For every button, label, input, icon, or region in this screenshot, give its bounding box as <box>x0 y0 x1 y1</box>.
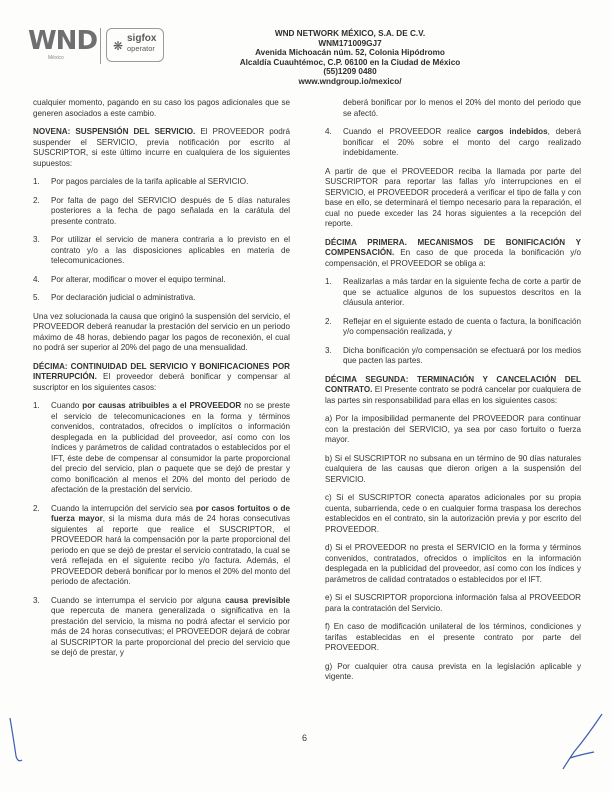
list-item <box>33 293 290 304</box>
list-number: 5. <box>33 293 40 302</box>
list-text: Realizarlas a más tardar en la siguiente fecha de corte a partir de que se actualice algunos de los supuestos descritos en la cláusula anterior. <box>343 277 581 307</box>
list-number: 3. <box>33 235 40 244</box>
letterhead <box>180 29 520 87</box>
list-text: Reflejar en el siguiente estado de cuenta o factura, la bonificación y/o compensación realizada, y <box>343 316 581 336</box>
clause-subitem: c) Si el SUSCRIPTOR conecta aparatos adicionales por su propia cuenta, subarrienda, cede o en cualquier forma traspasa los derechos establecidos en el contrato, sin la autorización previa y por escrito del PROVEEDOR. <box>325 493 581 534</box>
text-run: Cuando la interrupción del servicio sea <box>51 503 196 513</box>
sigfox-name: sigfox <box>127 33 157 44</box>
clause-text: El proveedor deberá bonificar y compensar al suscriptor en los siguientes casos: <box>33 372 290 392</box>
clause-subitem: e) Si el SUSCRIPTOR proporciona información falsa al PROVEEDOR para la contratación del Servicio. <box>325 593 581 613</box>
list-item <box>325 127 581 159</box>
list-text <box>51 504 290 588</box>
text-run-bold: causa previsible <box>225 595 290 605</box>
text-run: Cuando el PROVEEDOR realice <box>343 127 477 136</box>
clause-subitem: g) Por cualquier otra causa prevista en la legislación aplicable y vigente. <box>325 661 581 681</box>
list-text: Por falta de pago del SERVICIO después de 5 días naturales posteriores a la fecha de pago señalada en la carátula del presente contrato. <box>51 195 290 226</box>
logo-divider <box>100 28 101 64</box>
company-web: www.wndgroup.io/mexico/ <box>298 76 402 86</box>
paragraph-continued: cualquier momento, pagando en su caso los pagos adicionales que se generen asociados a este cambio. <box>33 98 290 118</box>
clause-text: El Presente contrato se podrá cancelar por cualquiera de las partes sin responsabilidad para ellas en los siguientes casos: <box>325 385 581 405</box>
left-column <box>33 98 290 667</box>
handwritten-mark-left-icon <box>6 716 28 766</box>
list-number: 2. <box>33 503 40 513</box>
list-text <box>343 127 581 159</box>
clause-decima-segunda <box>325 375 581 407</box>
list-number: 1. <box>33 401 40 410</box>
text-run-bold: por causas atribuibles a el PROVEEDOR <box>82 401 242 410</box>
clause-text: El PROVEEDOR podrá suspender el SERVICIO, previa notificación por escrito al SUSCRIPTOR, si este último incurre en cualquiera de los siguientes supuestos: <box>33 127 290 168</box>
list-text: Por alterar, modificar o mover el equipo terminal. <box>51 274 226 284</box>
handwritten-signature-right-icon <box>560 712 604 772</box>
sigfox-sub: operator <box>127 44 155 53</box>
clause-decima <box>33 362 290 394</box>
list-number: 3. <box>33 595 40 605</box>
company-name: WND NETWORK MÉXICO, S.A. DE C.V. <box>274 29 426 38</box>
right-column <box>325 98 581 691</box>
list-text: Por utilizar el servicio de manera contraria a lo previsto en el contrato y/o a las disposiciones aplicables en materia de telecomunicaciones. <box>51 235 290 265</box>
list-item <box>33 196 290 228</box>
list-text <box>51 401 290 496</box>
clause-title: NOVENA: SUSPENSIÓN DEL SERVICIO. <box>33 127 196 136</box>
company-phone: (55)1209 0480 <box>323 67 377 77</box>
page-number: 6 <box>302 733 308 743</box>
text-run: , si la misma dura más de 24 horas consecutivas siguientes al reporte que realice el SUSCRIPTOR, el PROVEEDOR hará la compensación por la parte proporcional del periodo en que se dejó de prestar el servicio contratado, la cual se verá reflejada en el siguiente recibo y/o factura. Además, el PROVEEDOR deberá bonificar por lo menos el 20% del monto del periodo de afectación. <box>51 514 290 586</box>
clause-subitem: a) Por la imposibilidad permanente del PROVEEDOR para continuar con la prestación del SERVICIO, ya sea por caso fortuito o fuerza mayor. <box>325 414 581 444</box>
list-number: 1. <box>33 177 40 186</box>
text-run-bold: por casos fortuitos o de fuerza mayor <box>51 503 290 523</box>
list-item <box>33 401 290 496</box>
company-rfc: WNM171009GJ7 <box>318 38 382 48</box>
list-item <box>33 275 290 286</box>
list-number: 4. <box>33 274 40 284</box>
paragraph-continued: deberá bonificar por lo menos el 20% del monto del periodo que se afectó. <box>343 98 581 118</box>
wnd-logo <box>28 28 98 61</box>
clause-decima-primera <box>325 238 581 270</box>
clause-title: DÉCIMA PRIMERA. MECANISMOS DE BONIFICACIÓN Y COMPENSACIÓN. <box>325 237 581 257</box>
company-address-1: Avenida Michoacán núm. 52, Colonia Hipódromo <box>255 48 445 58</box>
paragraph-reporte: A partir de que el PROVEEDOR reciba la llamada por parte del SUSCRIPTOR para reportar las fallas y/o interrupciones en el SERVICIO, el PROVEEDOR procederá a verificar el tipo de falla y con base en ello, se determinará el tiempo necesario para la reparación, el cual no puede exceder las 24 horas siguientes a la recepción del reporte. <box>325 166 581 228</box>
clause-subitem: d) Si el PROVEEDOR no presta el SERVICIO en la forma y términos convenidos, contratados, ofrecidos o implícitos en la información desplegada en la publicidad del proveedor, así como con los índices y parámetros de calidad contratados o establecidos por el IFT. <box>325 543 581 584</box>
list-number: 2. <box>33 195 40 205</box>
wnd-logo-country: México <box>48 55 64 61</box>
wnd-logo-text: WND <box>28 26 98 56</box>
list-number: 2. <box>325 316 332 326</box>
text-run: Cuando <box>51 401 83 410</box>
text-run: , deberá bonificar el 20% sobre el monto del cargo realizado indebidamente. <box>343 127 582 157</box>
paragraph-reanudar: Una vez solucionada la causa que originó la suspensión del servicio, el PROVEEDOR deberá reanudar la prestación del servicio en un periodo máximo de 48 horas, debiendo pagar los pagos de reconexión, el cual no podrá ser superior al 20% del pago de una mensualidad. <box>33 311 290 352</box>
list-item <box>325 317 581 338</box>
list-item <box>33 235 290 267</box>
clause-title: DÉCIMA: CONTINUIDAD DEL SERVICIO Y BONIFICACIONES POR INTERRUPCIÓN. <box>33 361 290 381</box>
list-item <box>33 504 290 588</box>
list-text: Por pagos parciales de la tarifa aplicable al SERVICIO. <box>51 177 249 186</box>
list-number: 4. <box>325 127 332 136</box>
text-run-bold: cargos indebidos <box>476 127 548 136</box>
list-number: 3. <box>325 345 332 355</box>
sigfox-mark-icon: ❋ <box>113 39 124 53</box>
list-item <box>33 596 290 659</box>
clause-novena <box>33 127 290 169</box>
company-address-2: Alcaldía Cuauhtémoc, C.P. 06100 en la Ciudad de México <box>239 57 461 67</box>
list-number: 1. <box>325 277 332 286</box>
list-item <box>325 277 581 309</box>
sigfox-logo <box>106 28 164 62</box>
text-run: Cuando se interrumpa el servicio por alguna <box>51 595 226 605</box>
clause-subitem: f) En caso de modificación unilateral de los términos, condiciones y tarifas establecidas en el presente contrato por parte del PROVEEDOR. <box>325 622 581 652</box>
list-text: Dicha bonificación y/o compensación se efectuará por los medios que pacten las partes. <box>343 345 581 365</box>
clause-text: En caso de que proceda la bonificación y/o compensación, el PROVEEDOR se obliga a: <box>325 248 581 268</box>
list-item <box>33 177 290 188</box>
clause-title: DÉCIMA SEGUNDA: TERMINACIÓN Y CANCELACIÓN DEL CONTRATO. <box>325 374 581 394</box>
list-text <box>51 596 290 659</box>
list-text: Por declaración judicial o administrativa. <box>51 293 196 302</box>
text-run: que repercuta de manera generalizada o significativa en la prestación del servicio, la misma no podrá afectar el servicio por más de 24 horas consecutivas; el PROVEEDOR dejará de cobrar al SUSCRIPTOR la parte proporcional del precio del servicio que se dejó de prestar, y <box>51 606 290 657</box>
text-run: no se preste el servicio de telecomunicaciones en la forma y términos convenidos, contratados, ofrecidos o implícitos o información desplegada en la publicidad del proveedor, así como con los índices y parámetros de calidad contratados o establecidos por el IFT, éste debe de compensar al consumidor la parte proporcional del precio del servicio, plan o paquete que se dejó de prestar y como bonificación al menos el 20% del monto del periodo de afectación de la prestación del servicio. <box>51 401 290 494</box>
clause-subitem: b) Si el SUSCRIPTOR no subsana en un término de 90 días naturales cualquiera de las causas que dieron origen a la suspensión del SERVICIO. <box>325 453 581 484</box>
list-item <box>325 346 581 367</box>
